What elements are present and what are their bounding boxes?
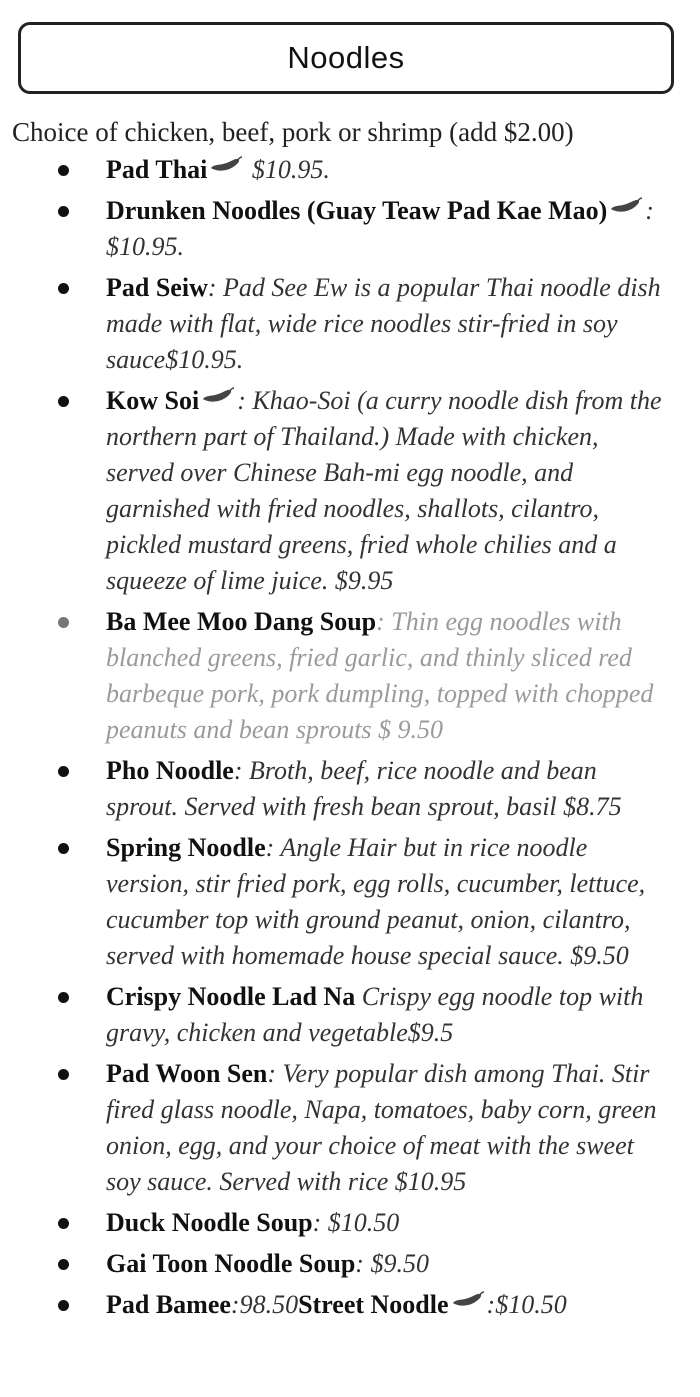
- dish-description: : $9.50: [355, 1249, 429, 1278]
- list-item: [0, 604, 700, 748]
- bullet-icon: [58, 1300, 69, 1311]
- dish-description: : $10.50: [312, 1208, 400, 1237]
- list-item: [0, 1205, 700, 1241]
- dish-description: : Very popular dish among Thai. Stir fired glass noodle, Napa, tomatoes, baby corn, green onion, egg, and your choice of meat with the sweet soy sauce. Served with rice $10.95: [106, 1059, 657, 1196]
- list-item: [0, 193, 700, 265]
- dish-description: : Angle Hair but in rice noodle version, stir fried pork, egg rolls, cucumber, lettuce, cucumber top with ground peanut, onion, cilantro, served with homemade house special sauce. $9.50: [106, 833, 646, 970]
- list-item: [0, 1246, 700, 1282]
- dish-name: Kow Soi: [106, 386, 200, 415]
- dish-name: Pad Seiw: [106, 273, 208, 302]
- list-item: [0, 152, 700, 188]
- bullet-icon: [58, 617, 69, 628]
- bullet-icon: [58, 766, 69, 777]
- menu-list: [0, 152, 700, 1328]
- bullet-icon: [58, 206, 69, 217]
- dish-description: : Thin egg noodles with blanched greens, fried garlic, and thinly sliced red barbeque pork, pork dumpling, topped with chopped peanuts and bean sprouts $ 9.50: [106, 607, 654, 744]
- list-item: [0, 979, 700, 1051]
- chili-pepper-icon: [609, 197, 643, 215]
- dish-name: Crispy Noodle Lad Na: [106, 982, 356, 1011]
- bullet-icon: [58, 1069, 69, 1080]
- list-item: [0, 383, 700, 599]
- dish-description: Crispy egg noodle top with gravy, chicken and vegetable$9.5: [106, 982, 644, 1047]
- bullet-icon: [58, 843, 69, 854]
- list-item: [0, 1287, 700, 1323]
- dish-description: : Khao-Soi (a curry noodle dish from the northern part of Thailand.) Made with chicken, served over Chinese Bah-mi egg noodle, and garnished with fried noodles, shallots, cilantro, pickled mustard greens, fried whole chilies and a squeeze of lime juice. $9.95: [106, 386, 662, 595]
- dish-name: Pho Noodle: [106, 756, 234, 785]
- dish-name: Duck Noodle Soup: [106, 1208, 313, 1237]
- list-item: [0, 1056, 700, 1200]
- bullet-icon: [58, 992, 69, 1003]
- chili-pepper-icon: [451, 1291, 485, 1309]
- chili-pepper-icon: [209, 156, 243, 174]
- dish-name-secondary: Street Noodle: [298, 1290, 449, 1319]
- chili-pepper-icon: [201, 387, 235, 405]
- section-title: Noodles: [287, 40, 405, 75]
- section-header-box: [18, 22, 674, 94]
- dish-description-secondary: :$10.50: [486, 1290, 567, 1319]
- list-item: [0, 270, 700, 378]
- dish-name: Drunken Noodles (Guay Teaw Pad Kae Mao): [106, 196, 608, 225]
- bullet-icon: [58, 1259, 69, 1270]
- dish-description: $10.95.: [245, 155, 330, 184]
- menu-intro-text: Choice of chicken, beef, pork or shrimp (add $2.00): [12, 117, 574, 147]
- dish-name: Ba Mee Moo Dang Soup: [106, 607, 377, 636]
- bullet-icon: [58, 396, 69, 407]
- dish-description: : Broth, beef, rice noodle and bean sprout. Served with fresh bean sprout, basil $8.75: [106, 756, 622, 821]
- dish-name: Spring Noodle: [106, 833, 266, 862]
- dish-name: Pad Bamee: [106, 1290, 231, 1319]
- dish-name: Gai Toon Noodle Soup: [106, 1249, 356, 1278]
- bullet-icon: [58, 165, 69, 176]
- bullet-icon: [58, 1218, 69, 1229]
- list-item: [0, 753, 700, 825]
- list-item: [0, 830, 700, 974]
- dish-description: : $10.95.: [106, 196, 654, 261]
- dish-description: : Pad See Ew is a popular Thai noodle dish made with flat, wide rice noodles stir-fried in soy sauce$10.95.: [106, 273, 661, 374]
- dish-description: :98.50: [230, 1290, 299, 1319]
- bullet-icon: [58, 283, 69, 294]
- dish-name: Pad Woon Sen: [106, 1059, 268, 1088]
- dish-name: Pad Thai: [106, 155, 208, 184]
